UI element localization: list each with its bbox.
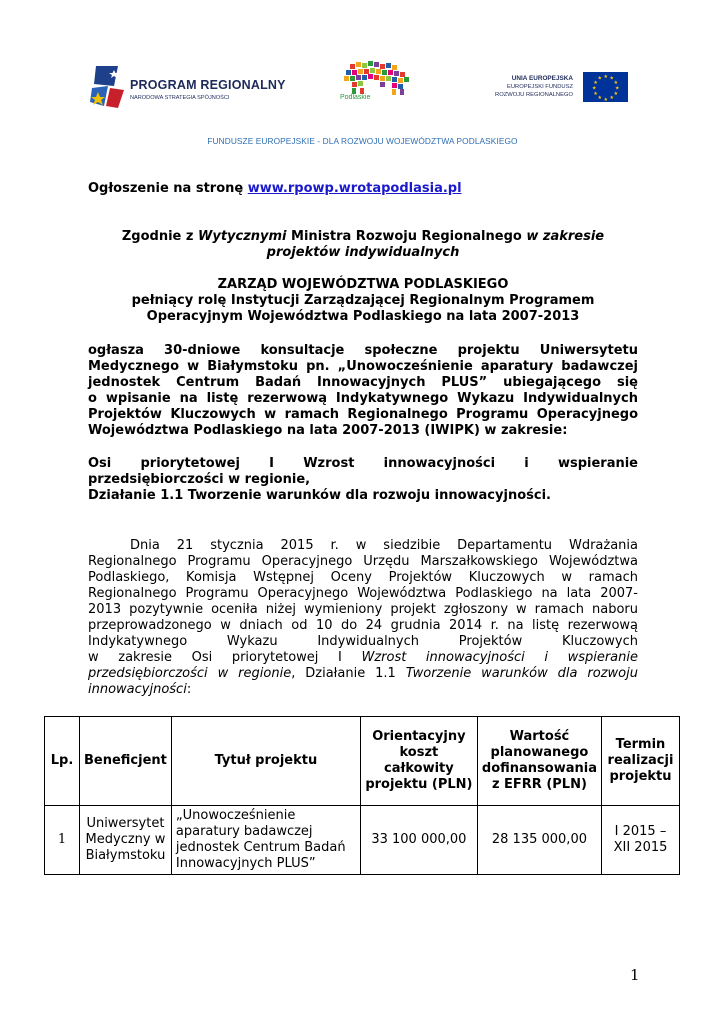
header-term: Termin realizacji projektu <box>601 717 679 806</box>
body-line8a: w zakresie Osi priorytetowej I <box>88 650 362 665</box>
svg-text:★: ★ <box>593 80 598 86</box>
body-line <box>88 666 638 682</box>
cell-term: I 2015 – XII 2015 <box>601 806 679 875</box>
cell-lp: 1 <box>45 806 80 875</box>
board-block <box>88 277 638 325</box>
podlaskie-logo-text: Podlaskie <box>340 94 371 101</box>
body-line: Podlaskiego, Komisja Wstępnej Oceny Projektów Kluczowych w ramach <box>88 570 638 585</box>
svg-text:★: ★ <box>592 85 597 92</box>
eu-logo-line1: UNIA EUROPEJSKA <box>511 75 573 82</box>
body-line10b: : <box>186 682 192 697</box>
header-beneficiary: Beneficjent <box>80 717 172 806</box>
body-line: 2013 pozytywnie oceniła niżej wymieniony projekt zgłoszony w ramach naboru <box>88 602 638 617</box>
svg-text:★: ★ <box>603 74 608 80</box>
bison-mosaic-icon <box>340 60 418 96</box>
announcement-line <box>88 181 638 197</box>
body-line9a: przedsiębiorczości w regionie <box>88 666 292 681</box>
priority-line3: Działanie 1.1 Tworzenie warunków dla rozwoju innowacyjności. <box>88 488 551 503</box>
body-line <box>88 650 638 666</box>
board-line3: Operacyjnym Województwa Podlaskiego na lata 2007-2013 <box>146 309 580 324</box>
board-line2: pełniący rolę Instytucji Zarządzającej Regionalnym Programem <box>131 293 595 308</box>
svg-text:★: ★ <box>609 75 614 82</box>
svg-text:★: ★ <box>613 80 619 86</box>
announcement-prefix: Ogłoszenie na stronę <box>88 181 248 196</box>
body-line: Dnia 21 stycznia 2015 r. w siedzibie Departamentu Wdrażania <box>130 538 638 553</box>
table-row <box>45 806 680 875</box>
funds-tagline: FUNDUSZE EUROPEJSKIE - DLA ROZWOJU WOJEWÓDZTWA PODLASKIEGO <box>207 136 518 146</box>
eu-flag-icon <box>583 72 628 102</box>
priority-line2: przedsiębiorczości w regionie, <box>88 472 311 487</box>
consultation-line: ogłasza 30-dniowe konsultacje społeczne projektu Uniwersytetu <box>88 343 638 358</box>
guidelines-part4: w zakresie <box>526 229 605 244</box>
consultation-line: Województwa Podlaskiego na lata 2007-2013 (IWIPK) w zakresie: <box>88 423 568 438</box>
header-total-cost: Orientacyjny koszt całkowity projektu (PLN) <box>360 717 477 806</box>
eu-logo <box>488 70 633 106</box>
body-paragraph <box>88 538 638 698</box>
page-number: 1 <box>630 966 640 984</box>
header-cofinancing: Wartość planowanego dofinansowania z EFRR (PLN) <box>477 717 601 806</box>
cell-cofinancing: 28 135 000,00 <box>477 806 601 875</box>
svg-text:★: ★ <box>593 91 598 97</box>
program-regionalny-emblem-icon <box>88 62 128 112</box>
table-header-row <box>45 717 680 806</box>
consultation-line: Medycznego w Białymstoku pn. „Unowocześnienie aparatury badawczej <box>88 359 638 374</box>
svg-text:★: ★ <box>609 95 614 102</box>
cell-title: „Unowocześnienie aparatury badawczej jednostek Centrum Badań Innowacyjnych PLUS” <box>171 806 360 875</box>
eu-logo-line2: EUROPEJSKI FUNDUSZ <box>506 84 573 90</box>
project-table <box>44 716 680 875</box>
body-line9c: Tworzenie warunków dla rozwoju <box>405 666 638 681</box>
consultation-line: o wpisanie na listę rezerwową Indykatywnego Wykazu Indywidualnych <box>88 391 638 406</box>
body-line10a: innowacyjności <box>88 682 187 697</box>
body-line: Indykatywnego Wykazu Indywidualnych Projektów Kluczowych <box>88 634 638 649</box>
program-regionalny-logo <box>88 62 288 112</box>
guidelines-line2: projektów indywidualnych <box>266 245 460 260</box>
eu-logo-line3: ROZWOJU REGIONALNEGO <box>495 92 573 98</box>
consultation-block <box>88 343 638 439</box>
guidelines-part1: Zgodnie z <box>121 229 198 244</box>
program-logo-title: PROGRAM REGIONALNY <box>130 78 286 92</box>
body-line: Regionalnego Programu Operacyjnego Województwa Podlaskiego na lata 2007- <box>88 586 638 601</box>
header-lp: Lp. <box>45 717 80 806</box>
podlaskie-logo <box>340 60 418 108</box>
svg-text:★: ★ <box>615 85 620 92</box>
body-line <box>88 682 638 698</box>
svg-text:★: ★ <box>597 75 602 82</box>
guidelines-part2: Wytycznymi <box>198 229 287 244</box>
guidelines-part3: Ministra Rozwoju Regionalnego <box>286 229 527 244</box>
announcement-link[interactable]: www.rpowp.wrotapodlasia.pl <box>247 181 462 196</box>
consultation-line: jednostek Centrum Badań Innowacyjnych PLUS” ubiegającego się <box>88 375 638 390</box>
body-line: Regionalnego Programu Operacyjnego Urzędu Marszałkowskiego Województwa <box>88 554 638 569</box>
body-line9b: , Działanie 1.1 <box>291 666 406 681</box>
program-logo-subtitle: NARODOWA STRATEGIA SPÓJNOŚCI <box>130 95 230 101</box>
guidelines-block <box>88 229 638 261</box>
cell-total-cost: 33 100 000,00 <box>360 806 477 875</box>
priority-line1: Osi priorytetowej I Wzrost innowacyjności i wspieranie <box>88 456 638 471</box>
svg-text:★: ★ <box>603 96 608 102</box>
body-line8b: Wzrost innowacyjności i wspieranie <box>361 650 638 665</box>
consultation-line: Projektów Kluczowych w ramach Regionalnego Programu Operacyjnego <box>88 407 638 422</box>
priority-block <box>88 456 638 504</box>
body-line: przeprowadzonego w dniach od 10 do 24 grudnia 2014 r. na listę rezerwową <box>88 618 638 633</box>
header-title: Tytuł projektu <box>171 717 360 806</box>
board-line1: ZARZĄD WOJEWÓDZTWA PODLASKIEGO <box>217 277 509 292</box>
svg-text:★: ★ <box>613 91 619 97</box>
svg-text:★: ★ <box>597 95 602 102</box>
cell-beneficiary: Uniwersytet Medyczny w Białymstoku <box>80 806 172 875</box>
